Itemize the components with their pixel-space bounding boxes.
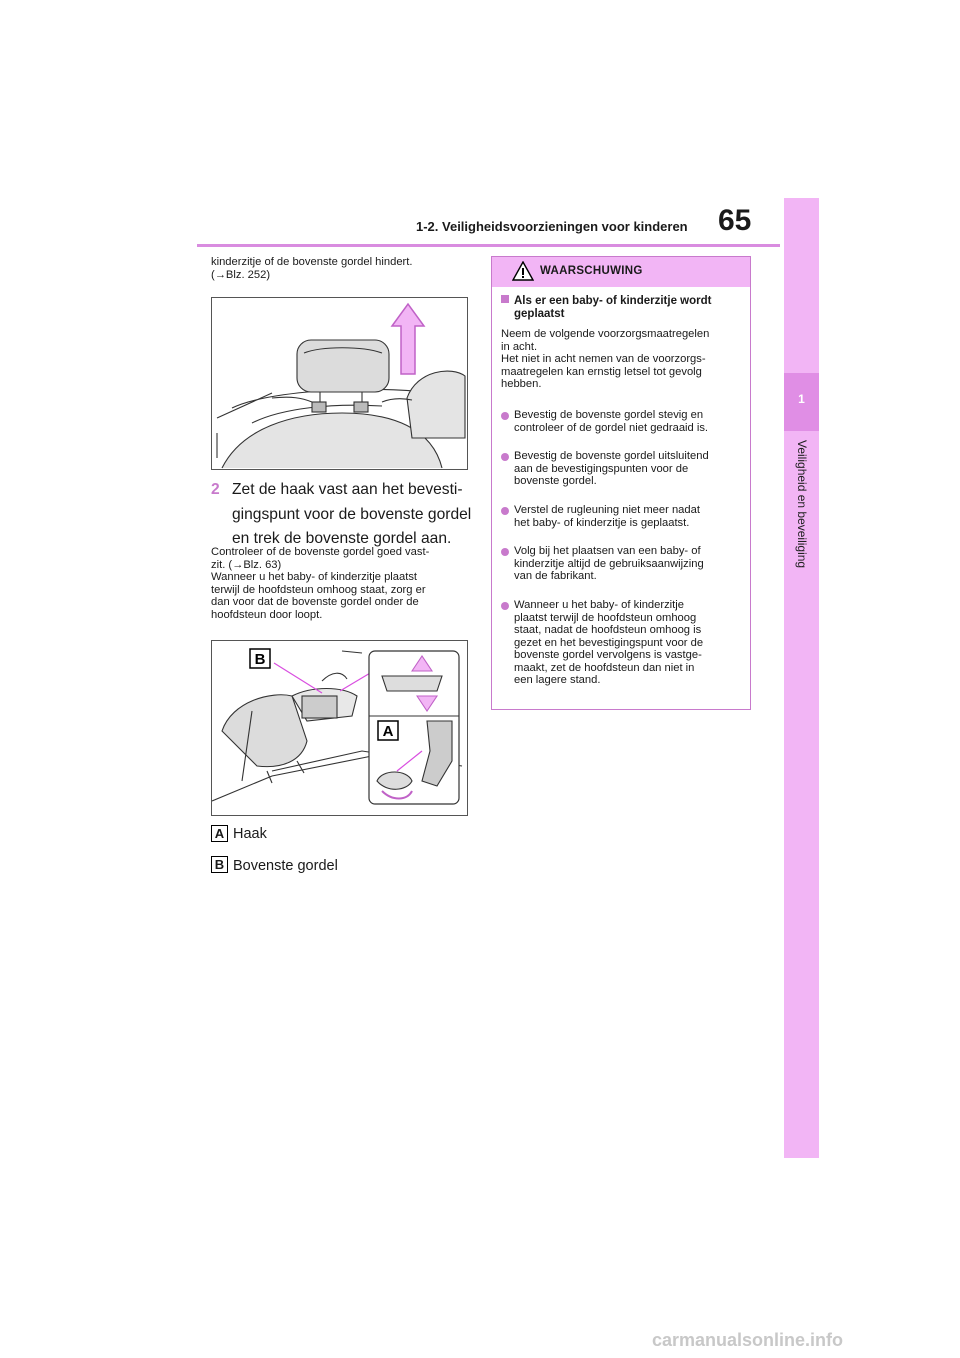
section-title: 1-2. Veiligheidsvoorzieningen voor kinderen bbox=[416, 219, 688, 234]
bullet-line: gezet en het bevestigingspunt voor de bbox=[514, 636, 704, 649]
up-arrow-icon bbox=[392, 304, 424, 374]
warning-intro-line: in acht. bbox=[501, 340, 538, 353]
warning-box bbox=[491, 256, 751, 710]
bullet-line: het baby- of kinderzitje is geplaatst. bbox=[514, 516, 690, 529]
figure-label-a: A bbox=[382, 723, 394, 740]
bullet-line: Wanneer u het baby- of kinderzitje bbox=[514, 599, 684, 611]
intro-line: kinderzitje of de bovenste gordel hindert. bbox=[211, 256, 413, 268]
warning-bullet bbox=[514, 504, 742, 529]
bullet-line: Bevestig de bovenste gordel uitsluitend bbox=[514, 450, 709, 462]
tether-figure bbox=[211, 640, 468, 816]
paragraph-line: Controleer of de bovenste gordel goed vast- bbox=[211, 546, 430, 558]
tether-illustration bbox=[212, 641, 467, 815]
warning-intro-line: Neem de volgende voorzorgsmaatregelen bbox=[501, 328, 710, 340]
warning-intro-line: Het niet in acht nemen van de voorzorgs- bbox=[501, 353, 706, 365]
warning-intro-line: maatregelen kan ernstig letsel tot gevolg bbox=[501, 365, 702, 378]
warning-heading-line: Als er een baby- of kinderzitje wordt bbox=[514, 295, 712, 307]
callout-label-top-tether: Bovenste gordel bbox=[233, 858, 338, 874]
callout-label-hook: Haak bbox=[233, 826, 267, 842]
bullet-line: controleer of de gordel niet gedraaid is. bbox=[514, 421, 709, 434]
warning-triangle-icon bbox=[512, 261, 534, 281]
bullet-line: bovenste gordel. bbox=[514, 475, 597, 487]
paragraph-line: zit. (→Blz. 63) bbox=[211, 558, 282, 571]
bullet-dot-icon bbox=[501, 548, 509, 556]
bullet-dot-icon bbox=[501, 453, 509, 461]
bullet-dot-icon bbox=[501, 602, 509, 610]
chapter-number: 1 bbox=[798, 392, 805, 406]
paragraph-line: Wanneer u het baby- of kinderzitje plaatst bbox=[211, 571, 418, 583]
warning-bullet bbox=[514, 409, 742, 434]
bullet-line: kinderzitje altijd de gebruiksaanwijzing bbox=[514, 557, 704, 570]
header-divider bbox=[197, 244, 780, 247]
warning-bullet bbox=[514, 545, 742, 583]
figure-label-b: B bbox=[254, 651, 266, 668]
bullet-line: plaatst terwijl de hoofdsteun omhoog bbox=[514, 611, 697, 624]
bullet-dot-icon bbox=[501, 507, 509, 515]
bullet-line: een lagere stand. bbox=[514, 674, 601, 686]
bullet-dot-icon bbox=[501, 412, 509, 420]
bullet-line: aan de bevestigingspunten voor de bbox=[514, 462, 689, 475]
bullet-line: maakt, zet de hoofdsteun dan niet in bbox=[514, 661, 695, 674]
warning-bullet bbox=[514, 450, 742, 488]
paragraph-line: terwijl de hoofdsteun omhoog staat, zorg er bbox=[211, 583, 426, 596]
bullet-line: bovenste gordel vervolgens is vastge- bbox=[514, 649, 702, 661]
paragraph-line: dan voor dat de bovenste gordel onder de bbox=[211, 596, 419, 608]
step-text: Zet de haak vast aan het bevesti-gingspunt voor de bovenste gordel en trek de bovenste gordel aan. bbox=[232, 481, 472, 547]
headrest-illustration bbox=[212, 298, 467, 469]
step-number: 2 bbox=[211, 481, 220, 498]
intro-reference: (→Blz. 252) bbox=[211, 268, 271, 281]
warning-header bbox=[492, 257, 750, 287]
instruction-paragraph bbox=[211, 546, 469, 621]
headrest-figure bbox=[211, 297, 468, 470]
paragraph-line: hoofdsteun door loopt. bbox=[211, 608, 323, 621]
bullet-line: staat, nadat de hoofdsteun omhoog is bbox=[514, 624, 702, 636]
bullet-line: Bevestig de bovenste gordel stevig en bbox=[514, 409, 704, 421]
warning-intro bbox=[501, 328, 743, 391]
warning-heading bbox=[501, 295, 711, 308]
bullet-line: van de fabrikant. bbox=[514, 570, 597, 582]
warning-heading-line: geplaatst bbox=[514, 308, 565, 320]
bullet-line: Verstel de rugleuning niet meer nadat bbox=[514, 504, 700, 516]
callout-badge-a: A bbox=[211, 825, 228, 842]
square-bullet-icon bbox=[501, 295, 509, 303]
warning-intro-line: hebben. bbox=[501, 378, 542, 390]
page-number: 65 bbox=[718, 204, 752, 237]
intro-text bbox=[211, 256, 469, 281]
watermark-logo: carmanualsonline.info bbox=[652, 1330, 844, 1350]
bullet-line: Volg bij het plaatsen van een baby- of bbox=[514, 545, 701, 557]
warning-bullet bbox=[514, 599, 742, 687]
warning-title: WAARSCHUWING bbox=[540, 265, 643, 277]
chapter-label: Veiligheid en beveiliging bbox=[795, 440, 809, 569]
callout-badge-b: B bbox=[211, 856, 228, 873]
